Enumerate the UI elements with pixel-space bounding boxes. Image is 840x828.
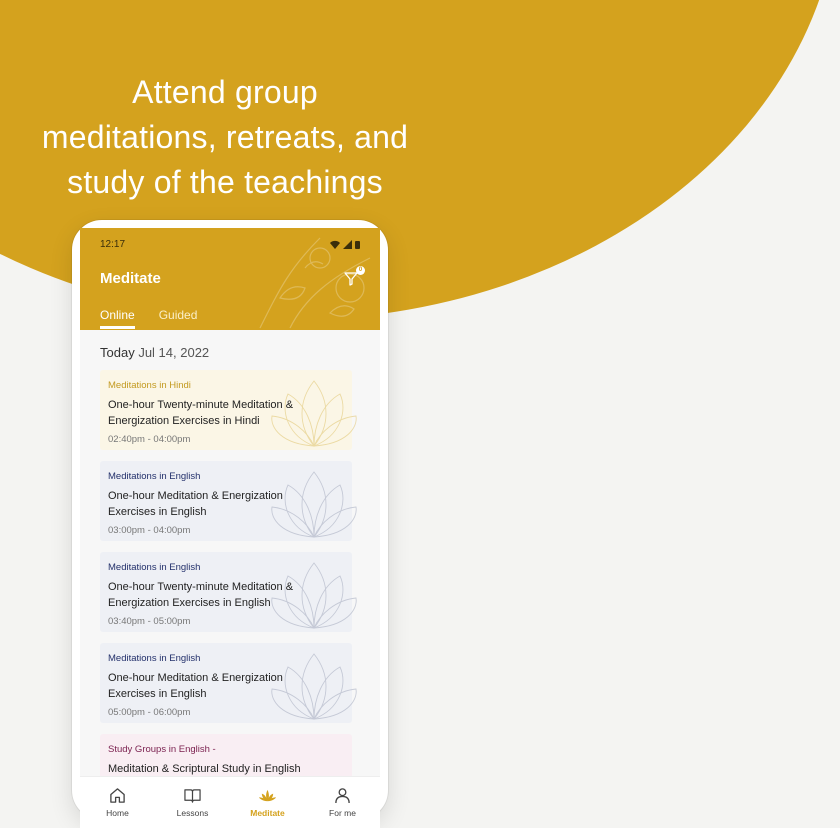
headline-line-3: study of the teachings bbox=[67, 164, 383, 200]
wifi-icon bbox=[330, 240, 340, 249]
session-title: One-hour Twenty-minute Meditation & Energization Exercises in Hindi bbox=[108, 399, 294, 427]
tab-guided[interactable]: Guided bbox=[158, 308, 198, 322]
session-title: One-hour Meditation & Energization Exercises in English bbox=[108, 490, 283, 518]
status-time: 12:17 bbox=[100, 238, 126, 250]
session-category: Study Groups in English - bbox=[108, 744, 216, 755]
person-icon bbox=[334, 787, 351, 804]
bottom-navigation bbox=[80, 776, 380, 828]
session-category: Meditations in Hindi bbox=[108, 380, 191, 391]
session-title: One-hour Twenty-minute Meditation & Energization Exercises in English bbox=[108, 581, 294, 609]
lotus-icon bbox=[259, 787, 276, 804]
tab-online[interactable]: Online bbox=[100, 308, 135, 328]
nav-for-me[interactable] bbox=[305, 777, 380, 828]
session-card[interactable] bbox=[100, 552, 352, 632]
headline-line-1: Attend group bbox=[132, 74, 318, 110]
phone-frame bbox=[72, 220, 388, 820]
battery-icon bbox=[355, 240, 360, 249]
app-header bbox=[80, 228, 380, 330]
signal-icon bbox=[343, 240, 352, 249]
session-card[interactable] bbox=[100, 370, 352, 450]
session-category: Meditations in English bbox=[108, 653, 201, 664]
nav-lessons[interactable] bbox=[155, 777, 230, 828]
promo-headline bbox=[0, 70, 450, 205]
book-icon bbox=[184, 787, 201, 804]
session-card[interactable] bbox=[100, 643, 352, 723]
nav-home[interactable] bbox=[80, 777, 155, 828]
nav-label: Lessons bbox=[176, 808, 209, 818]
status-icons bbox=[330, 240, 360, 249]
session-list bbox=[100, 370, 352, 825]
session-time: 05:00pm - 06:00pm bbox=[108, 707, 191, 718]
filter-button[interactable] bbox=[342, 268, 362, 288]
nav-label: Home bbox=[106, 808, 129, 818]
session-title: Meditation & Scriptural Study in English bbox=[108, 763, 301, 775]
headline-line-2: meditations, retreats, and bbox=[41, 119, 409, 155]
session-time: 03:40pm - 05:00pm bbox=[108, 616, 191, 627]
nav-label: For me bbox=[329, 808, 356, 818]
nav-label: Meditate bbox=[250, 808, 285, 818]
date-heading bbox=[100, 345, 209, 360]
date-today-label: Today bbox=[100, 345, 135, 360]
filter-icon bbox=[344, 272, 358, 286]
tab-bar bbox=[100, 308, 197, 328]
status-bar bbox=[100, 236, 360, 252]
app-screen bbox=[80, 228, 380, 828]
session-time: 03:00pm - 04:00pm bbox=[108, 525, 191, 536]
date-value: Jul 14, 2022 bbox=[138, 345, 210, 360]
filter-count-badge: 0 bbox=[356, 266, 365, 275]
session-title: One-hour Meditation & Energization Exercises in English bbox=[108, 672, 283, 700]
session-category: Meditations in English bbox=[108, 471, 201, 482]
home-icon bbox=[109, 787, 126, 804]
session-category: Meditations in English bbox=[108, 562, 201, 573]
session-time: 02:40pm - 04:00pm bbox=[108, 434, 191, 445]
nav-meditate[interactable] bbox=[230, 777, 305, 828]
session-card[interactable] bbox=[100, 461, 352, 541]
page-title: Meditate bbox=[100, 270, 161, 287]
